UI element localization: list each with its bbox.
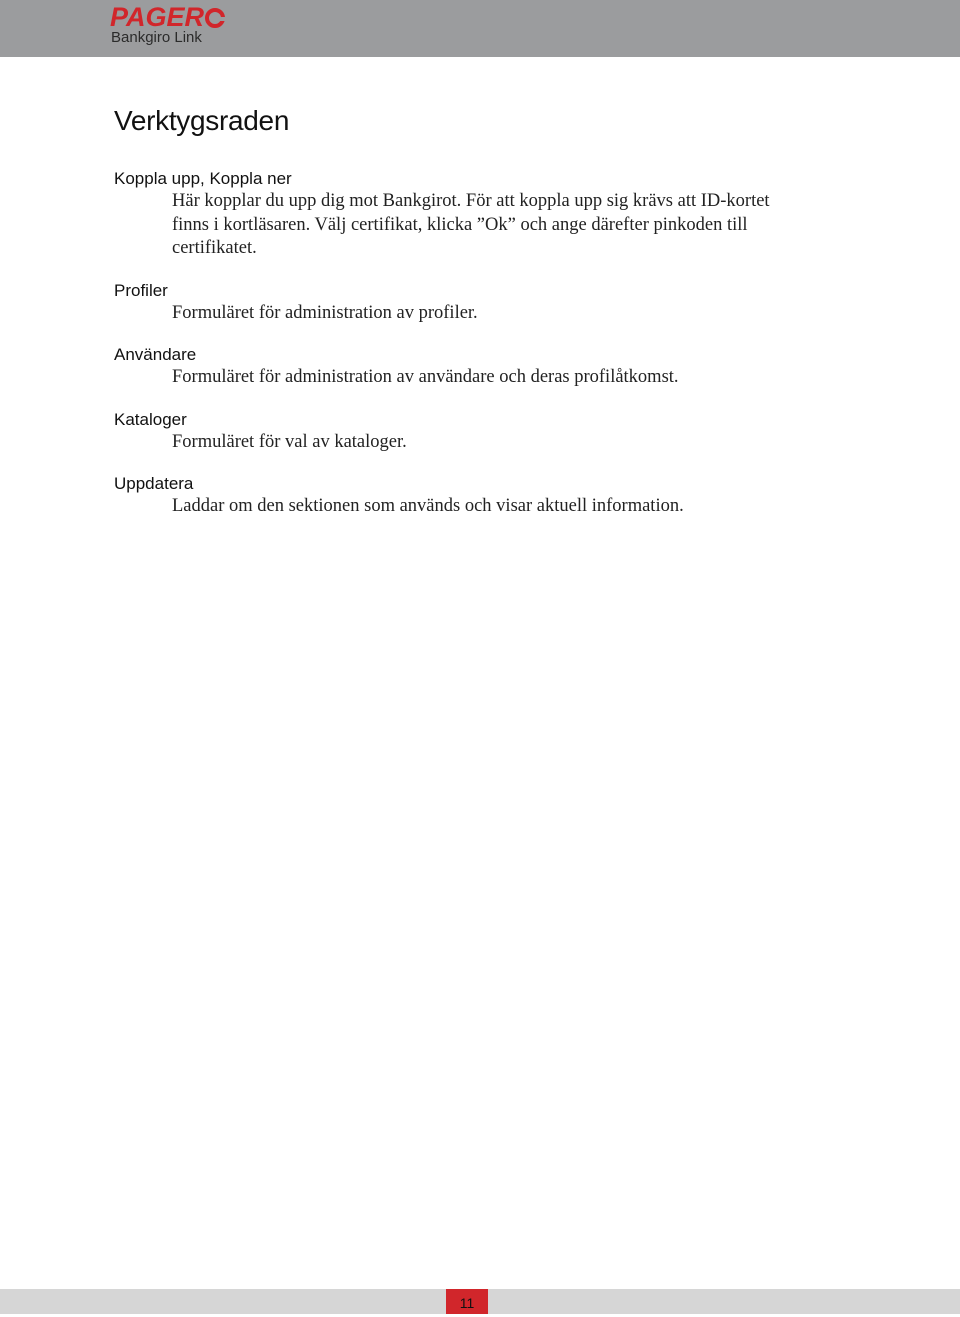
main-content	[114, 103, 834, 538]
section-term: Profiler	[114, 280, 168, 300]
section-kataloger	[114, 409, 834, 455]
section-description: Laddar om den sektionen som används och visar aktuell information.	[172, 496, 684, 516]
page-number: 11	[446, 1289, 488, 1314]
section-uppdatera	[114, 473, 834, 519]
section-description: Formuläret för val av kataloger.	[172, 431, 407, 452]
logo-text: PAGER	[110, 2, 205, 32]
section-description: Formuläret för administration av profiler.	[172, 302, 478, 323]
section-term: Uppdatera	[114, 474, 194, 493]
section-term: Användare	[114, 345, 197, 364]
section-term: Kataloger	[114, 409, 187, 429]
section-profiler	[114, 280, 834, 326]
section-term: Koppla upp, Koppla ner	[114, 169, 292, 188]
section-description: Formuläret för administration av användare och deras profilåtkomst.	[172, 367, 679, 387]
section-koppla	[114, 168, 834, 261]
section-description: Här kopplar du upp dig mot Bankgirot. För att koppla upp sig krävs att ID-kortet finns i kortläsaren. Välj certifikat, klicka ”Ok” och ange därefter pinkoden till certifikatet.	[172, 191, 770, 258]
pagero-logo	[110, 2, 225, 32]
logo-o-icon	[205, 8, 225, 28]
page-title: Verktygsraden	[114, 105, 290, 136]
section-anvandare	[114, 344, 834, 390]
page-header	[0, 0, 960, 57]
header-subtitle: Bankgiro Link	[111, 29, 202, 46]
